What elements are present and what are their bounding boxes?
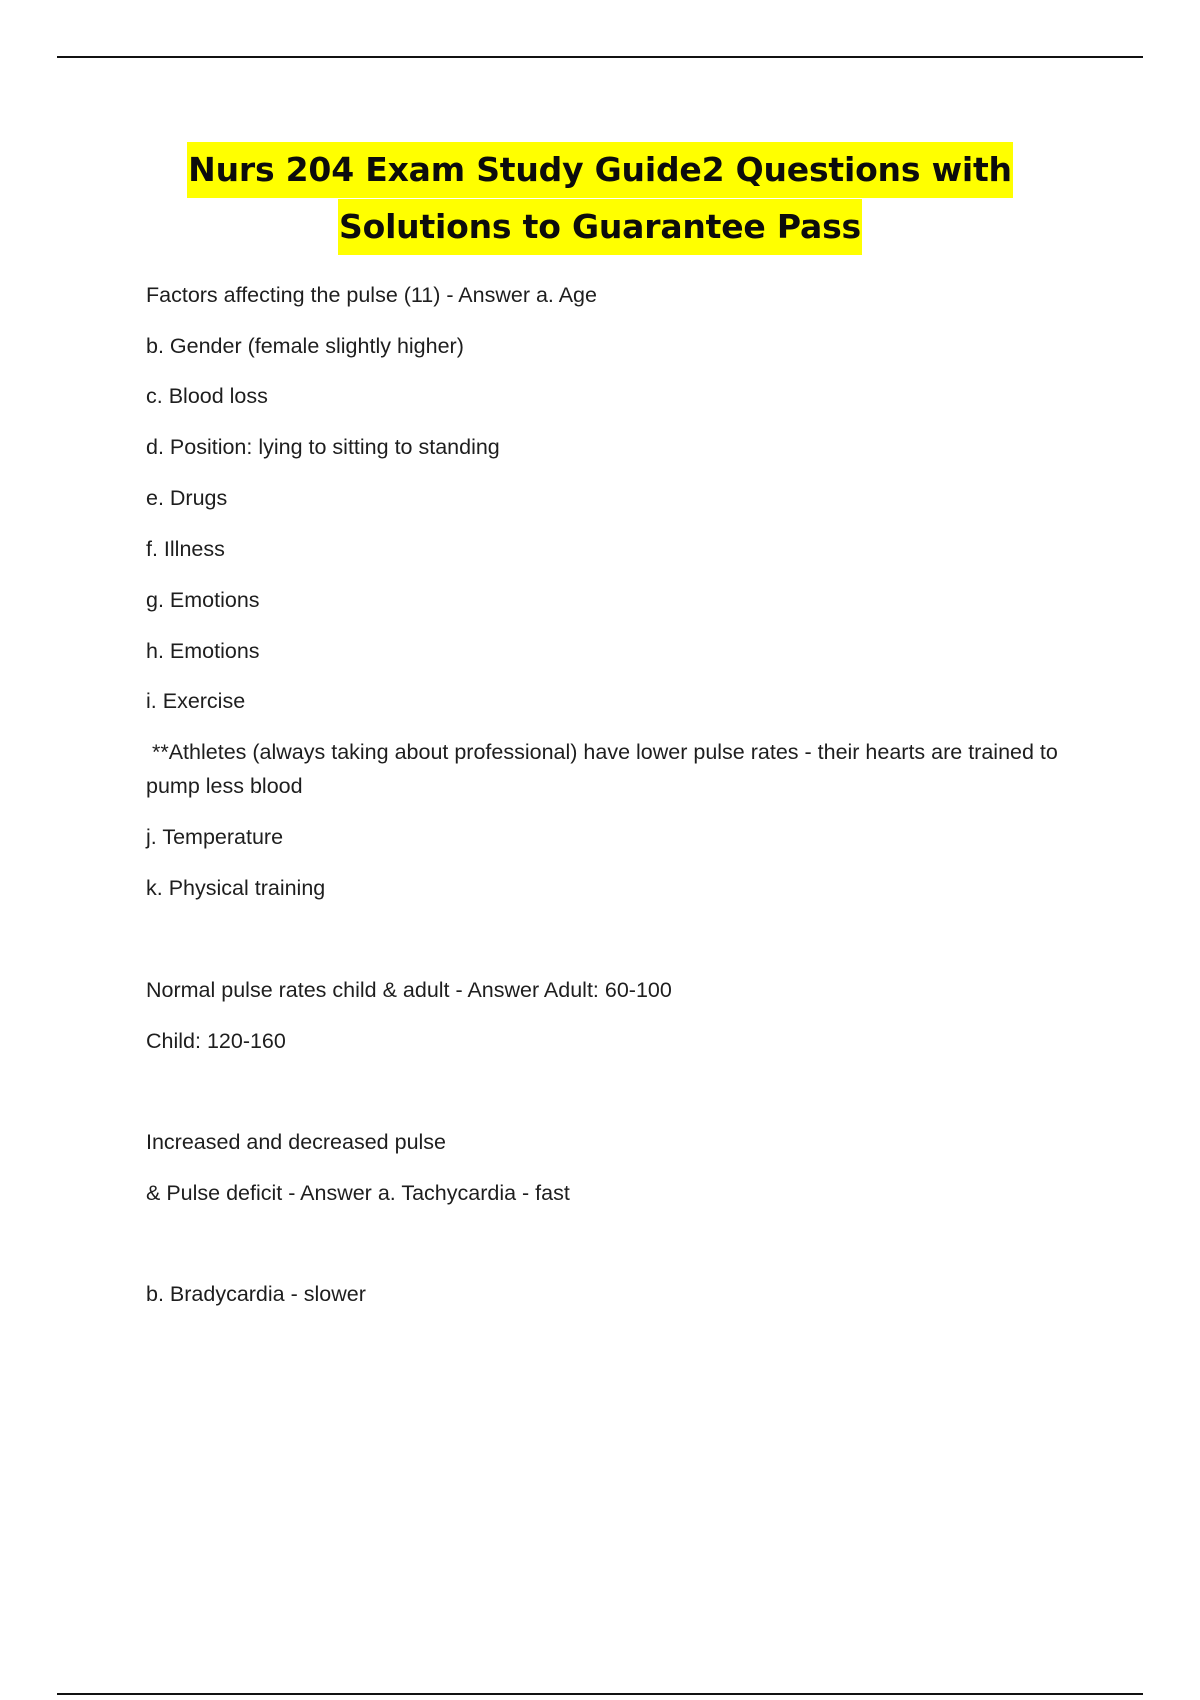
document-title: [0, 142, 1200, 255]
text-line: & Pulse deficit - Answer a. Tachycardia - fast: [146, 1181, 570, 1205]
text-line: Increased and decreased pulse: [146, 1130, 447, 1154]
title-line-1: Nurs 204 Exam Study Guide2 Questions with: [187, 142, 1013, 198]
text-line: Child: 120-160: [146, 1029, 286, 1053]
header-rule: [57, 56, 1143, 58]
text-paragraph: **Athletes (always taking about professional) have lower pulse rates - their hearts are trained to pump less blood: [146, 740, 1064, 798]
text-line: d. Position: lying to sitting to standing: [146, 435, 500, 459]
text-line: k. Physical training: [146, 876, 326, 900]
title-line-2: Solutions to Guarantee Pass: [338, 199, 862, 255]
footer-rule: [57, 1693, 1143, 1695]
text-line: Normal pulse rates child & adult - Answer Adult: 60-100: [146, 978, 672, 1002]
text-line: f. Illness: [146, 537, 225, 561]
text-line: e. Drugs: [146, 486, 228, 510]
text-line: g. Emotions: [146, 588, 260, 612]
text-line: c. Blood loss: [146, 384, 268, 408]
text-line: h. Emotions: [146, 639, 260, 663]
text-line: b. Bradycardia - slower: [146, 1282, 366, 1306]
text-line: j. Temperature: [146, 825, 284, 849]
text-line: i. Exercise: [146, 689, 246, 713]
text-line: b. Gender (female slightly higher): [146, 334, 464, 358]
text-line: Factors affecting the pulse (11) - Answer a. Age: [146, 283, 597, 307]
